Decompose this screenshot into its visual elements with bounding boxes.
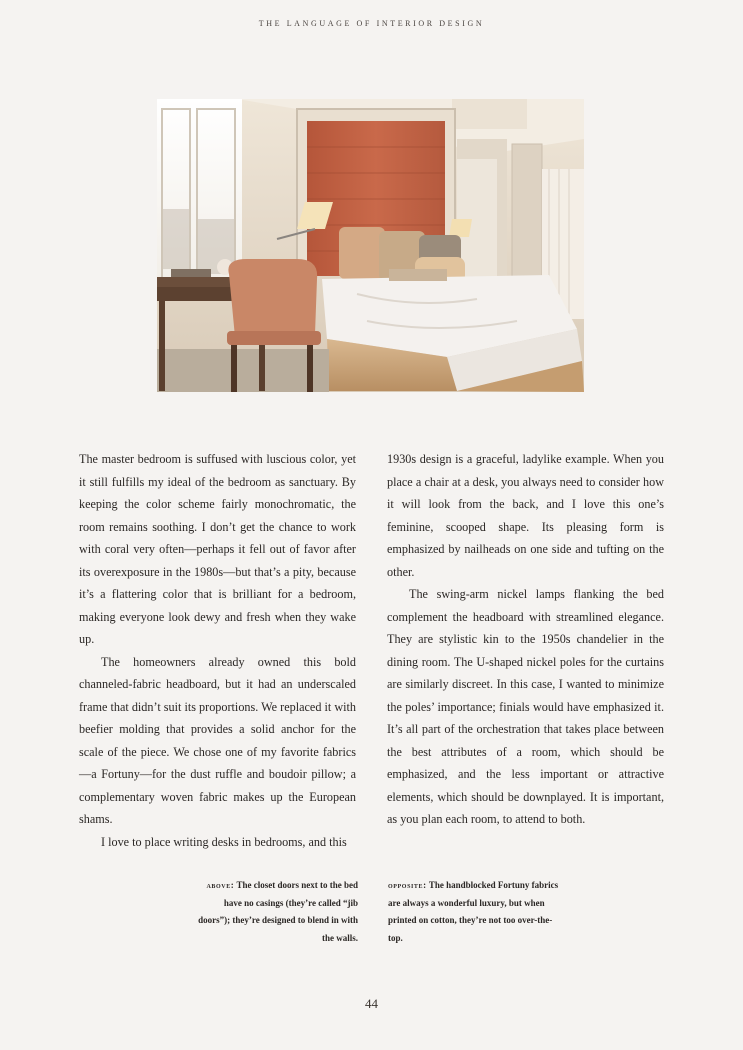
paragraph: I love to place writing desks in bedrooms, and this: [101, 834, 347, 849]
caption-opposite: [388, 877, 563, 947]
caption-above: [196, 877, 358, 947]
page-number: 44: [365, 996, 378, 1011]
running-head: THE LANGUAGE OF INTERIOR DESIGN: [258, 19, 485, 28]
body-column-right: [387, 448, 664, 831]
paragraph: The homeowners already owned this bold channeled-fabric headboard, but it had an underscaled frame that didn’t suit its proportions. We replaced it with beefier molding that provides a solid anchor for the scale of the piece. We chose one of my favorite fabrics—a Fortuny—for the dust ruffle and boudoir pillow; a complementary woven fabric makes up the European shams.: [79, 654, 356, 826]
caption-text: The closet doors next to the bed have no casings (they’re called “jib doors”); they’re designed to blend in with the walls.: [198, 880, 358, 943]
paragraph: The master bedroom is suffused with luscious color, yet it still fulfills my ideal of the bedroom as sanctuary. By keeping the color scheme fairly monochromatic, the room remains soothing. I don’t get the chance to work with coral very often—perhaps it fell out of favor after its overexposure in the 1980s—but that’s a pity, because it’s a flattering color that is brilliant for a bedroom, making everyone look dewy and fresh when they wake up.: [79, 452, 356, 646]
caption-text: The handblocked Fortuny fabrics are always a wonderful luxury, but when printed on cotton, they’re not too over-the-top.: [388, 880, 559, 943]
bedroom-illustration: [157, 99, 584, 392]
caption-label: opposite:: [388, 880, 427, 890]
body-column-left: [79, 448, 356, 853]
paragraph: 1930s design is a graceful, ladylike example. When you place a chair at a desk, you always need to consider how it will look from the back, and I love this one’s feminine, scooped shape. Its pleasing form is emphasized by nailheads on one side and tufting on the other.: [387, 452, 664, 579]
bedroom-photo: [157, 99, 584, 392]
paragraph: The swing-arm nickel lamps flanking the bed complement the headboard with streamlined elegance. They are stylistic kin to the 1950s chandelier in the dining room. The U-shaped nickel poles for the curtains are similarly discreet. In this case, I wanted to minimize the poles’ importance; finials would have emphasized it. It’s all part of the orchestration that takes place between the best attributes of a room, which should be emphasized, and the less important or attractive elements, which should be downplayed. It is important, as you plan each room, to attend to both.: [387, 587, 664, 826]
caption-label: above:: [206, 880, 235, 890]
